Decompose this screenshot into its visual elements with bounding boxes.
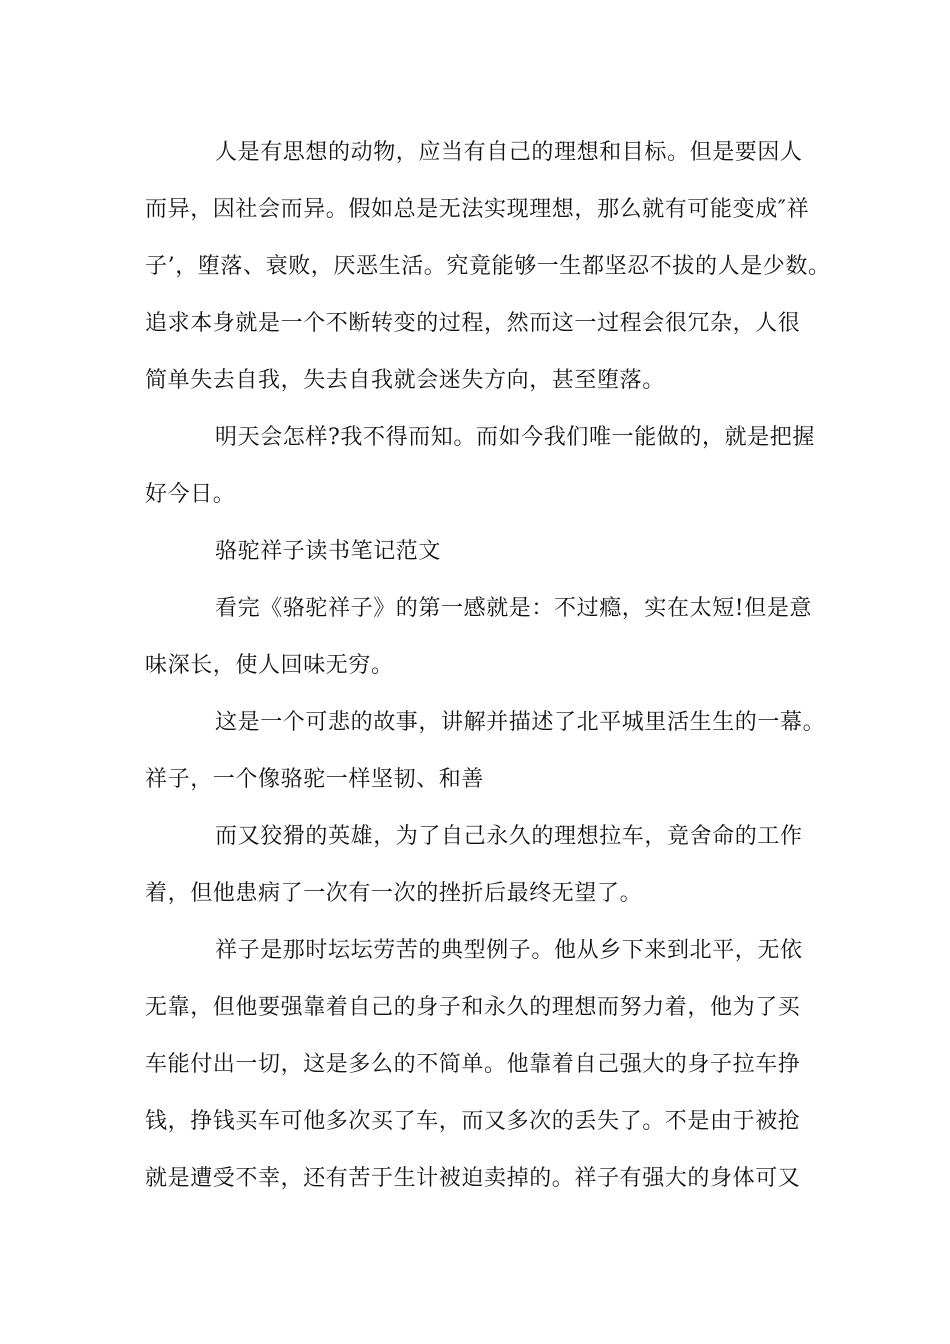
text-line: 着，但他患病了一次有一次的挫折后最终无望了。 xyxy=(145,881,643,906)
section-title: 骆驼祥子读书笔记范文 xyxy=(215,539,442,564)
text-line: 车能付出一切，这是多么的不简单。他靠着自己强大的身子拉车挣 xyxy=(145,1052,801,1077)
text-line: 就是遭受不幸，还有苦于生计被迫卖掉的。祥子有强大的身体可又 xyxy=(145,1166,801,1191)
text-line: 这是一个可悲的故事，讲解并描述了北平城里活生生的一幕。 xyxy=(215,710,826,735)
text-line: 人是有思想的动物，应当有自己的理想和目标。但是要因人 xyxy=(215,140,803,165)
text-line: 而又狡猾的英雄，为了自己永久的理想拉车，竟舍命的工作 xyxy=(215,824,803,849)
text-line: 无靠，但他要强靠着自己的身子和永久的理想而努力着，他为了买 xyxy=(145,995,801,1020)
text-line: 味深长，使人回味无穷。 xyxy=(145,653,394,678)
text-line: 钱，挣钱买车可他多次买了车，而又多次的丢失了。不是由于被抢 xyxy=(145,1109,801,1134)
text-line: 而异，因社会而异。假如总是无法实现理想，那么就有可能变成″祥 xyxy=(145,197,810,222)
text-line: 简单失去自我，失去自我就会迷失方向，甚至堕落。 xyxy=(145,368,665,393)
text-line: 祥子，一个像骆驼一样坚韧、和善 xyxy=(145,767,485,792)
text-line: 追求本身就是一个不断转变的过程，然而这一过程会很冗杂，人很 xyxy=(145,311,801,336)
text-line: 看完《骆驼祥子》的第一感就是：不过瘾，实在太短!但是意 xyxy=(215,596,813,621)
text-line: 子’，堕落、衰败，厌恶生活。究竟能够一生都坚忍不拔的人是少数。 xyxy=(145,254,831,279)
text-line: 明天会怎样?我不得而知。而如今我们唯一能做的，就是把握 xyxy=(215,425,815,450)
text-line: 好今日。 xyxy=(145,482,236,507)
text-line: 祥子是那时坛坛劳苦的典型例子。他从乡下来到北平，无依 xyxy=(215,938,803,963)
